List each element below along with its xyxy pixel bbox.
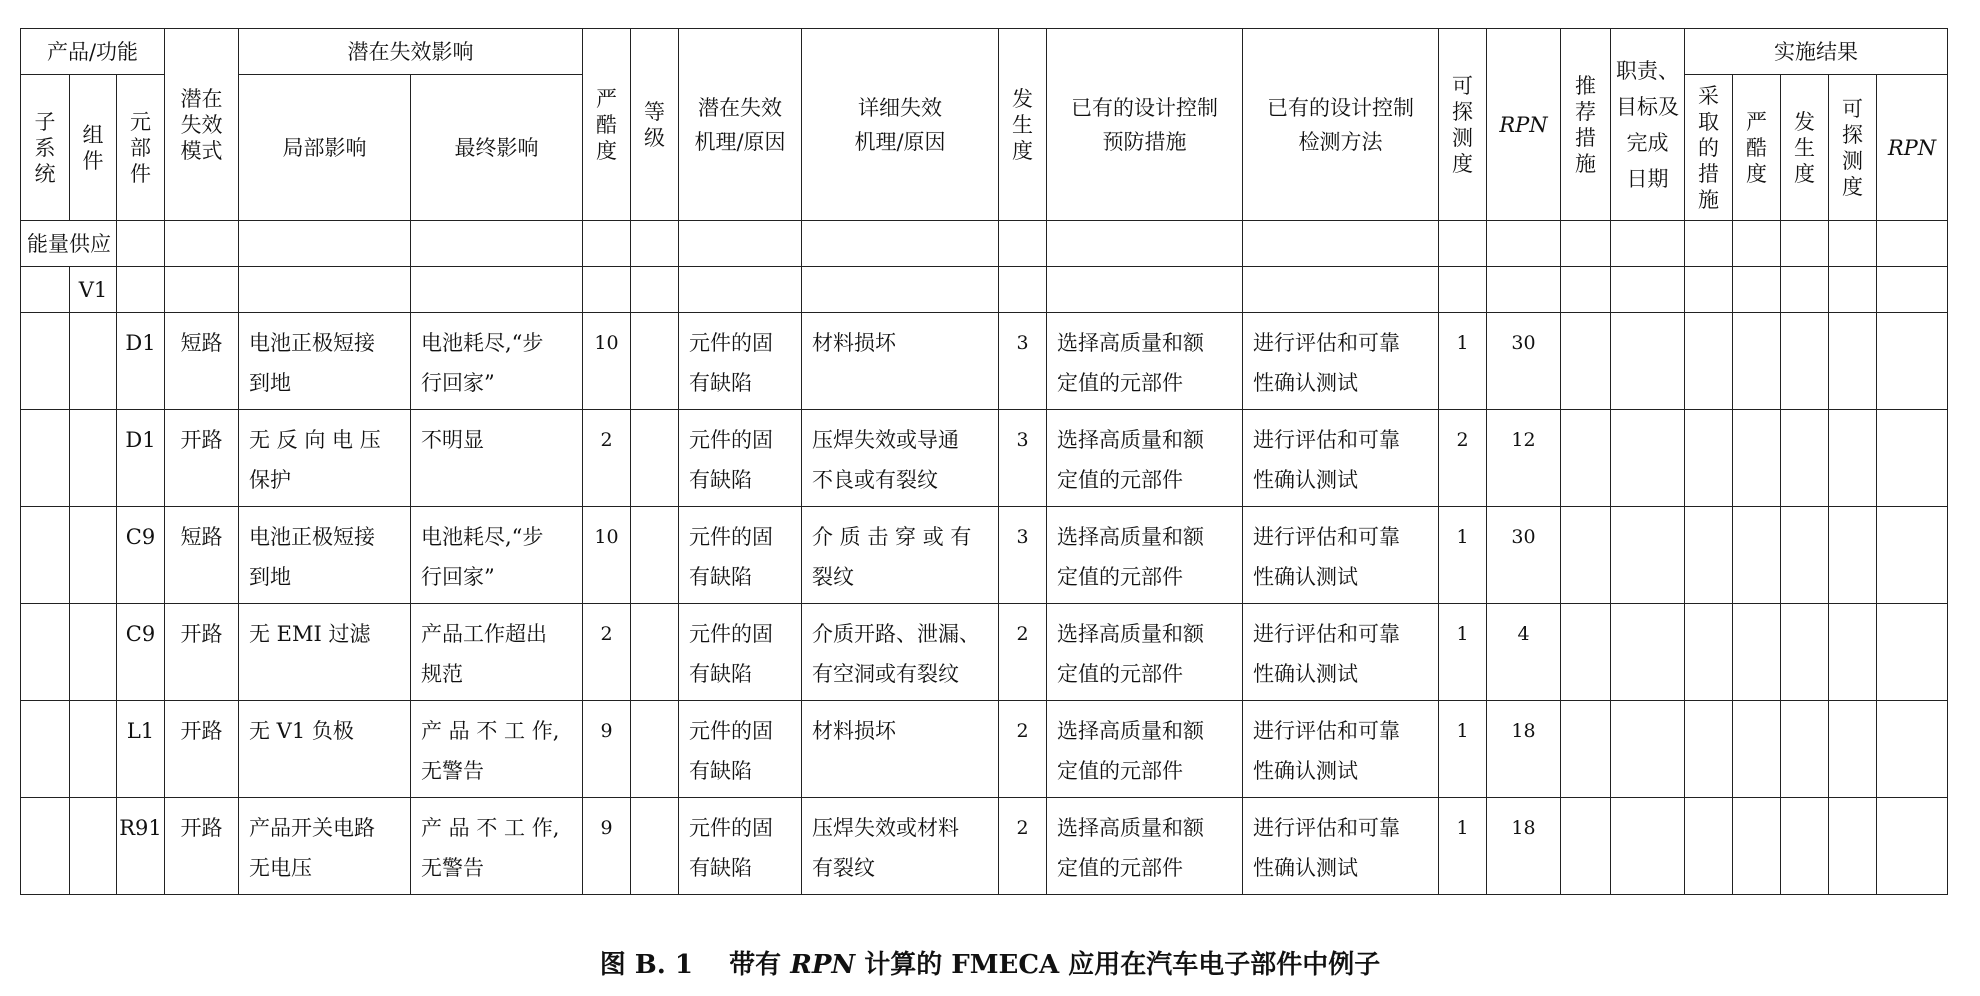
- cell-line: 性确认测试: [1253, 468, 1358, 492]
- cell-line: 保护: [249, 468, 291, 492]
- header-rpn: RPN: [1487, 29, 1561, 221]
- cell-line: 定值的元部件: [1057, 468, 1183, 492]
- cell-line: 产品开关电路: [249, 816, 375, 840]
- cell-line: 元件的固: [689, 719, 773, 743]
- occurrence-cell: 2: [999, 798, 1047, 895]
- header-failure-effect: 潜在失效影响: [239, 29, 583, 75]
- table-row: [21, 507, 1948, 604]
- header-text: 目标及: [1616, 94, 1679, 119]
- cell-line: 有缺陷: [689, 371, 752, 395]
- rpn-cell: 30: [1487, 313, 1561, 410]
- header-text: 日期: [1626, 166, 1669, 191]
- cell-line: 无 V1 负极: [249, 719, 354, 743]
- cause-cell: [679, 701, 802, 798]
- header-text: 生: [1012, 112, 1033, 137]
- cell-line: 选择高质量和额: [1057, 525, 1204, 549]
- header-text: 酷: [1746, 135, 1767, 160]
- failure-mode-cell: 短路: [165, 313, 239, 410]
- cell-line: 性确认测试: [1253, 565, 1358, 589]
- header-text: 生: [1794, 135, 1815, 160]
- table-row: [21, 410, 1948, 507]
- cell-line: 不良或有裂纹: [812, 468, 938, 492]
- header-text: 施: [1575, 151, 1596, 176]
- cell-line: 有缺陷: [689, 856, 752, 880]
- cell-line: 材料损坏: [812, 331, 896, 355]
- assembly-label: V1: [70, 267, 117, 313]
- component-cell: D1: [117, 410, 165, 507]
- header-text: 发: [1794, 109, 1815, 134]
- header-text: 措: [1698, 161, 1719, 186]
- failure-mode-cell: 开路: [165, 604, 239, 701]
- cell-line: 不明显: [421, 428, 484, 452]
- cell-line: 元件的固: [689, 622, 773, 646]
- header-text: 酷: [596, 112, 617, 137]
- cell-line: 定值的元部件: [1057, 662, 1183, 686]
- header-component: [117, 75, 165, 221]
- header-text: 度: [1842, 174, 1863, 199]
- header-recommended-action: [1561, 29, 1611, 221]
- cell-line: 选择高质量和额: [1057, 428, 1204, 452]
- detail-cause-cell: [802, 507, 999, 604]
- detection-cell: 1: [1439, 798, 1487, 895]
- cause-cell: [679, 410, 802, 507]
- cause-cell: [679, 604, 802, 701]
- table-row: [21, 798, 1948, 895]
- local-effect-cell: [239, 798, 411, 895]
- prevention-cell: [1047, 410, 1243, 507]
- failure-mode-cell: 开路: [165, 701, 239, 798]
- detail-cause-cell: [802, 701, 999, 798]
- component-cell: L1: [117, 701, 165, 798]
- header-text: 探: [1452, 99, 1473, 124]
- cell-line: 无警告: [421, 759, 484, 783]
- prevention-cell: [1047, 798, 1243, 895]
- cell-line: 到地: [249, 371, 291, 395]
- header-text: 测: [1842, 148, 1863, 173]
- cell-line: 选择高质量和额: [1057, 622, 1204, 646]
- cell-line: 无警告: [421, 856, 484, 880]
- cell-line: 进行评估和可靠: [1253, 331, 1400, 355]
- header-end-effect: 最终影响: [411, 75, 583, 221]
- cell-line: 介 质 击 穿 或 有: [812, 525, 972, 549]
- caption-prefix: 图 B. 1: [599, 950, 693, 980]
- header-text: 推: [1575, 73, 1596, 98]
- header-result-detection: [1829, 75, 1877, 221]
- cell-line: 电池正极短接: [249, 331, 375, 355]
- cell-line: 选择高质量和额: [1057, 331, 1204, 355]
- cell-line: 元件的固: [689, 428, 773, 452]
- cell-line: 性确认测试: [1253, 856, 1358, 880]
- local-effect-cell: [239, 701, 411, 798]
- end-effect-cell: [411, 313, 583, 410]
- header-occurrence: [999, 29, 1047, 221]
- header-text: 职责、: [1616, 58, 1679, 83]
- cell-line: 进行评估和可靠: [1253, 816, 1400, 840]
- header-detection-method: [1243, 29, 1439, 221]
- header-text: 探: [1842, 122, 1863, 147]
- header-text: 的: [1698, 135, 1719, 160]
- cell-line: 材料损坏: [812, 719, 896, 743]
- detail-cause-cell: [802, 313, 999, 410]
- cell-line: 压焊失效或材料: [812, 816, 959, 840]
- header-text: 措: [1575, 125, 1596, 150]
- header-text: 件: [82, 148, 104, 173]
- header-text: 度: [1012, 138, 1033, 163]
- header-text: 发: [1012, 86, 1033, 111]
- cell-line: 电池耗尽,“步: [421, 525, 544, 549]
- header-text: 已有的设计控制: [1267, 95, 1414, 120]
- cell-line: 无电压: [249, 856, 312, 880]
- header-row-1: [21, 29, 1948, 75]
- header-result-severity: [1733, 75, 1781, 221]
- header-text: 元: [130, 109, 151, 134]
- header-text: 系: [34, 135, 56, 160]
- header-text: 部: [130, 135, 151, 160]
- header-severity: [583, 29, 631, 221]
- severity-cell: 9: [583, 701, 631, 798]
- failure-mode-cell: 开路: [165, 798, 239, 895]
- detection-method-cell: [1243, 410, 1439, 507]
- header-result-occurrence: [1781, 75, 1829, 221]
- caption-rpn: RPN: [790, 950, 856, 980]
- detection-cell: 1: [1439, 604, 1487, 701]
- local-effect-cell: [239, 604, 411, 701]
- cell-line: 选择高质量和额: [1057, 719, 1204, 743]
- severity-cell: 2: [583, 410, 631, 507]
- header-text: 级: [644, 125, 665, 150]
- end-effect-cell: [411, 507, 583, 604]
- cell-line: 无 反 向 电 压: [249, 428, 381, 452]
- detection-method-cell: [1243, 604, 1439, 701]
- cell-line: 有缺陷: [689, 468, 752, 492]
- cell-line: 无 EMI 过滤: [249, 622, 371, 646]
- fmeca-table: [20, 28, 1948, 895]
- header-text: 可: [1452, 73, 1473, 98]
- rpn-cell: 12: [1487, 410, 1561, 507]
- header-product-function: 产品/功能: [21, 29, 165, 75]
- header-text: 施: [1698, 187, 1719, 212]
- cell-line: 产 品 不 工 作,: [421, 719, 560, 743]
- header-failure-mode: [165, 29, 239, 221]
- component-cell: R91: [117, 798, 165, 895]
- cell-line: 元件的固: [689, 331, 773, 355]
- header-text: 度: [596, 138, 617, 163]
- cell-line: 有裂纹: [812, 856, 875, 880]
- header-text: 严: [1746, 109, 1767, 134]
- header-text: 详细失效: [858, 95, 942, 120]
- cause-cell: [679, 507, 802, 604]
- cell-line: 进行评估和可靠: [1253, 622, 1400, 646]
- group-label: 能量供应: [21, 221, 117, 267]
- header-result-rpn: RPN: [1877, 75, 1948, 221]
- occurrence-cell: 3: [999, 507, 1047, 604]
- header-text: 测: [1452, 125, 1473, 150]
- header-potential-cause: [679, 29, 802, 221]
- detection-cell: 1: [1439, 313, 1487, 410]
- rpn-cell: 30: [1487, 507, 1561, 604]
- local-effect-cell: [239, 410, 411, 507]
- header-text: 度: [1746, 161, 1767, 186]
- header-action-results: 实施结果: [1685, 29, 1948, 75]
- rpn-cell: 18: [1487, 701, 1561, 798]
- header-text: 潜在失效: [698, 95, 782, 120]
- cell-line: 电池正极短接: [249, 525, 375, 549]
- header-text: 统: [34, 161, 56, 186]
- prevention-cell: [1047, 604, 1243, 701]
- cell-line: 定值的元部件: [1057, 565, 1183, 589]
- cell-line: 压焊失效或导通: [812, 428, 959, 452]
- cell-line: 性确认测试: [1253, 371, 1358, 395]
- header-text: 失效: [180, 112, 223, 137]
- detection-method-cell: [1243, 507, 1439, 604]
- header-text: 可: [1842, 96, 1863, 121]
- cell-line: 行回家”: [421, 371, 495, 395]
- header-assembly: [70, 75, 117, 221]
- cell-line: 元件的固: [689, 816, 773, 840]
- cell-line: 有缺陷: [689, 565, 752, 589]
- severity-cell: 2: [583, 604, 631, 701]
- component-cell: C9: [117, 507, 165, 604]
- occurrence-cell: 2: [999, 604, 1047, 701]
- occurrence-cell: 3: [999, 313, 1047, 410]
- header-text: 等: [644, 99, 665, 124]
- end-effect-cell: [411, 701, 583, 798]
- header-actions-taken: [1685, 75, 1733, 221]
- component-cell: D1: [117, 313, 165, 410]
- prevention-cell: [1047, 507, 1243, 604]
- header-text: 预防措施: [1102, 129, 1187, 154]
- header-text: 子: [34, 109, 56, 134]
- cell-line: 电池耗尽,“步: [421, 331, 544, 355]
- end-effect-cell: [411, 410, 583, 507]
- cell-line: 介质开路、泄漏、: [812, 622, 980, 646]
- caption-post: 计算的 FMECA 应用在汽车电子部件中例子: [864, 950, 1381, 980]
- detection-cell: 1: [1439, 701, 1487, 798]
- cause-cell: [679, 798, 802, 895]
- assembly-row: [21, 267, 1948, 313]
- header-text: 取: [1698, 109, 1719, 134]
- header-text: 完成: [1626, 130, 1669, 155]
- header-text: 度: [1452, 151, 1473, 176]
- failure-mode-cell: 短路: [165, 507, 239, 604]
- header-responsibility: [1611, 29, 1685, 221]
- detail-cause-cell: [802, 410, 999, 507]
- header-text: 组: [82, 122, 104, 147]
- detection-method-cell: [1243, 313, 1439, 410]
- header-local-effect: 局部影响: [239, 75, 411, 221]
- severity-cell: 9: [583, 798, 631, 895]
- detection-method-cell: [1243, 701, 1439, 798]
- cell-line: 行回家”: [421, 565, 495, 589]
- table-row: [21, 313, 1948, 410]
- cell-line: 定值的元部件: [1057, 371, 1183, 395]
- cell-line: 性确认测试: [1253, 759, 1358, 783]
- occurrence-cell: 3: [999, 410, 1047, 507]
- cell-line: 选择高质量和额: [1057, 816, 1204, 840]
- prevention-cell: [1047, 701, 1243, 798]
- header-text: 机理/原因: [854, 129, 946, 154]
- header-text: 采: [1698, 83, 1719, 108]
- detail-cause-cell: [802, 798, 999, 895]
- header-prevention: [1047, 29, 1243, 221]
- fmeca-table-wrapper: [20, 28, 1948, 895]
- group-row: [21, 221, 1948, 267]
- cell-line: 定值的元部件: [1057, 759, 1183, 783]
- detection-cell: 2: [1439, 410, 1487, 507]
- header-subsystem: [21, 75, 70, 221]
- cell-line: 定值的元部件: [1057, 856, 1183, 880]
- header-text: 严: [596, 86, 617, 111]
- severity-cell: 10: [583, 313, 631, 410]
- header-text: 度: [1794, 161, 1815, 186]
- cell-line: 规范: [421, 662, 463, 686]
- header-detailed-cause: [802, 29, 999, 221]
- header-text: 检测方法: [1298, 129, 1383, 154]
- header-detection: [1439, 29, 1487, 221]
- prevention-cell: [1047, 313, 1243, 410]
- cell-line: 进行评估和可靠: [1253, 525, 1400, 549]
- cell-line: 裂纹: [812, 565, 854, 589]
- detection-method-cell: [1243, 798, 1439, 895]
- table-row: [21, 701, 1948, 798]
- end-effect-cell: [411, 798, 583, 895]
- cell-line: 到地: [249, 565, 291, 589]
- cell-line: 有缺陷: [689, 662, 752, 686]
- occurrence-cell: 2: [999, 701, 1047, 798]
- figure-caption: [0, 944, 1980, 981]
- cell-line: 有缺陷: [689, 759, 752, 783]
- table-row: [21, 604, 1948, 701]
- header-text: 模式: [180, 138, 223, 163]
- header-class: [631, 29, 679, 221]
- rpn-cell: 18: [1487, 798, 1561, 895]
- component-cell: C9: [117, 604, 165, 701]
- cause-cell: [679, 313, 802, 410]
- cell-line: 进行评估和可靠: [1253, 719, 1400, 743]
- header-text: 荐: [1575, 99, 1596, 124]
- failure-mode-cell: 开路: [165, 410, 239, 507]
- cell-line: 进行评估和可靠: [1253, 428, 1400, 452]
- header-text: 件: [130, 161, 151, 186]
- header-text: 机理/原因: [694, 129, 786, 154]
- cell-line: 产品工作超出: [421, 622, 547, 646]
- cell-line: 元件的固: [689, 525, 773, 549]
- caption-pre: 带有: [729, 950, 782, 980]
- local-effect-cell: [239, 507, 411, 604]
- severity-cell: 10: [583, 507, 631, 604]
- end-effect-cell: [411, 604, 583, 701]
- local-effect-cell: [239, 313, 411, 410]
- header-text: 已有的设计控制: [1071, 95, 1218, 120]
- detection-cell: 1: [1439, 507, 1487, 604]
- cell-line: 产 品 不 工 作,: [421, 816, 560, 840]
- cell-line: 有空洞或有裂纹: [812, 662, 959, 686]
- cell-line: 性确认测试: [1253, 662, 1358, 686]
- header-text: 潜在: [180, 86, 223, 111]
- detail-cause-cell: [802, 604, 999, 701]
- rpn-cell: 4: [1487, 604, 1561, 701]
